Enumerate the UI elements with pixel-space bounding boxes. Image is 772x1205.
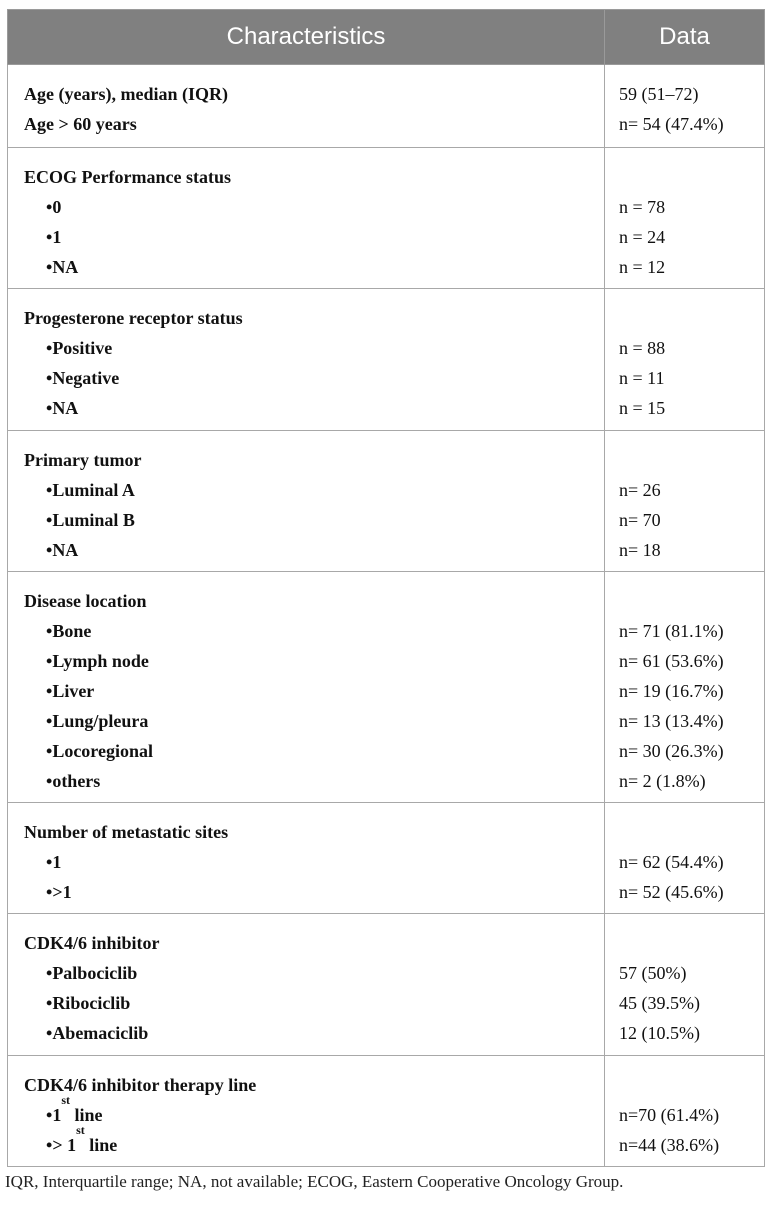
row-value: 59 (51–72)	[619, 84, 699, 104]
row-value: n= 13 (13.4%)	[619, 711, 724, 731]
list-item: •Luminal A	[46, 480, 135, 500]
list-item: •others	[46, 771, 101, 791]
row-value: n= 54 (47.4%)	[619, 114, 724, 134]
row-value: n = 12	[619, 257, 666, 277]
table-footnote: IQR, Interquartile range; NA, not available; ECOG, Eastern Cooperative Oncology Group.	[5, 1172, 624, 1191]
bullet-icon: •	[46, 771, 53, 791]
bullet-icon: •	[46, 197, 53, 217]
section-disease-location-values	[605, 572, 765, 803]
bullet-icon: •	[46, 741, 53, 761]
section-title: Progesterone receptor status	[24, 308, 243, 328]
section-progesterone-labels	[8, 289, 605, 431]
row-value: n = 15	[619, 398, 666, 418]
section-ecog-labels	[8, 148, 605, 289]
section-age	[8, 65, 765, 148]
row-value: 57 (50%)	[619, 963, 687, 983]
section-title: CDK4/6 inhibitor therapy line	[24, 1075, 257, 1095]
bullet-icon: •	[46, 368, 53, 388]
row-label: Age (years), median (IQR)	[24, 84, 228, 104]
row-value: n= 61 (53.6%)	[619, 651, 724, 671]
list-item: •Luminal B	[46, 510, 135, 530]
row-value: n= 2 (1.8%)	[619, 771, 706, 791]
list-item: •Lymph node	[46, 651, 149, 671]
bullet-icon: •	[46, 993, 53, 1013]
section-title: CDK4/6 inhibitor	[24, 933, 160, 953]
list-item: •1st line	[46, 1093, 103, 1125]
header-row	[8, 10, 765, 65]
row-value: n = 11	[619, 368, 665, 388]
list-item: •>1	[46, 882, 72, 902]
bullet-icon: •	[46, 852, 53, 872]
bullet-icon: •	[46, 711, 53, 731]
bullet-icon: •	[46, 681, 53, 701]
section-disease-location	[8, 572, 765, 803]
section-metastatic-sites	[8, 803, 765, 914]
row-value: n=70 (61.4%)	[619, 1105, 720, 1125]
row-value: n= 18	[619, 540, 661, 560]
bullet-icon: •	[46, 651, 53, 671]
section-ecog-values	[605, 148, 765, 289]
bullet-icon: •	[46, 480, 53, 500]
table	[7, 9, 765, 1167]
bullet-icon: •	[46, 621, 53, 641]
row-value: n= 30 (26.3%)	[619, 741, 724, 761]
list-item: •1	[46, 852, 62, 872]
header-data: Data	[605, 10, 765, 65]
list-item: •Lung/pleura	[46, 711, 149, 731]
section-metastatic-sites-values	[605, 803, 765, 914]
header-characteristics: Characteristics	[8, 10, 605, 65]
bullet-icon: •	[46, 257, 53, 277]
list-item: •Bone	[46, 621, 92, 641]
bullet-icon: •	[46, 1023, 53, 1043]
section-primary-tumor-labels	[8, 431, 605, 572]
bullet-icon: •	[46, 338, 53, 358]
row-value: n= 62 (54.4%)	[619, 852, 724, 872]
bullet-icon: •	[46, 963, 53, 983]
bullet-icon: •	[46, 398, 53, 418]
section-title: Number of metastatic sites	[24, 822, 229, 842]
row-value: n= 71 (81.1%)	[619, 621, 724, 641]
characteristics-table	[7, 9, 764, 1167]
list-item: •NA	[46, 398, 79, 418]
row-label: Age > 60 years	[24, 114, 137, 134]
list-item: •Positive	[46, 338, 113, 358]
section-primary-tumor-values	[605, 431, 765, 572]
bullet-icon: •	[46, 227, 53, 247]
section-age-values	[605, 65, 765, 148]
section-therapy-line-values	[605, 1056, 765, 1167]
bullet-icon: •	[46, 510, 53, 530]
list-item: •Palbociclib	[46, 963, 138, 983]
row-value: n = 88	[619, 338, 666, 358]
section-ecog	[8, 148, 765, 289]
row-value: 45 (39.5%)	[619, 993, 700, 1013]
section-disease-location-labels	[8, 572, 605, 803]
row-value: n=44 (38.6%)	[619, 1135, 720, 1155]
list-item: •Liver	[46, 681, 95, 701]
list-item: •Negative	[46, 368, 120, 388]
row-value: n= 52 (45.6%)	[619, 882, 724, 902]
row-value: n= 19 (16.7%)	[619, 681, 724, 701]
section-progesterone	[8, 289, 765, 431]
list-item: •Abemaciclib	[46, 1023, 149, 1043]
section-cdk-inhibitor-values	[605, 914, 765, 1056]
section-progesterone-values	[605, 289, 765, 431]
section-therapy-line-labels	[8, 1056, 605, 1167]
list-item: •Locoregional	[46, 741, 153, 761]
bullet-icon: •	[46, 882, 53, 902]
list-item: •Ribociclib	[46, 993, 131, 1013]
row-value: n = 24	[619, 227, 666, 247]
row-value: 12 (10.5%)	[619, 1023, 700, 1043]
section-title: ECOG Performance status	[24, 167, 231, 187]
section-title: Disease location	[24, 591, 147, 611]
section-cdk-inhibitor-labels	[8, 914, 605, 1056]
bullet-icon: •	[46, 540, 53, 560]
row-value: n = 78	[619, 197, 666, 217]
row-value: n= 26	[619, 480, 661, 500]
section-therapy-line	[8, 1056, 765, 1167]
list-item: •NA	[46, 257, 79, 277]
list-item: •> 1st line	[46, 1123, 118, 1155]
list-item: •0	[46, 197, 62, 217]
bullet-icon: •	[46, 1135, 53, 1155]
list-item: •1	[46, 227, 62, 247]
section-age-labels	[8, 65, 605, 148]
section-cdk-inhibitor	[8, 914, 765, 1056]
section-metastatic-sites-labels	[8, 803, 605, 914]
list-item: •NA	[46, 540, 79, 560]
section-primary-tumor	[8, 431, 765, 572]
section-title: Primary tumor	[24, 450, 142, 470]
row-value: n= 70	[619, 510, 661, 530]
bullet-icon: •	[46, 1105, 53, 1125]
